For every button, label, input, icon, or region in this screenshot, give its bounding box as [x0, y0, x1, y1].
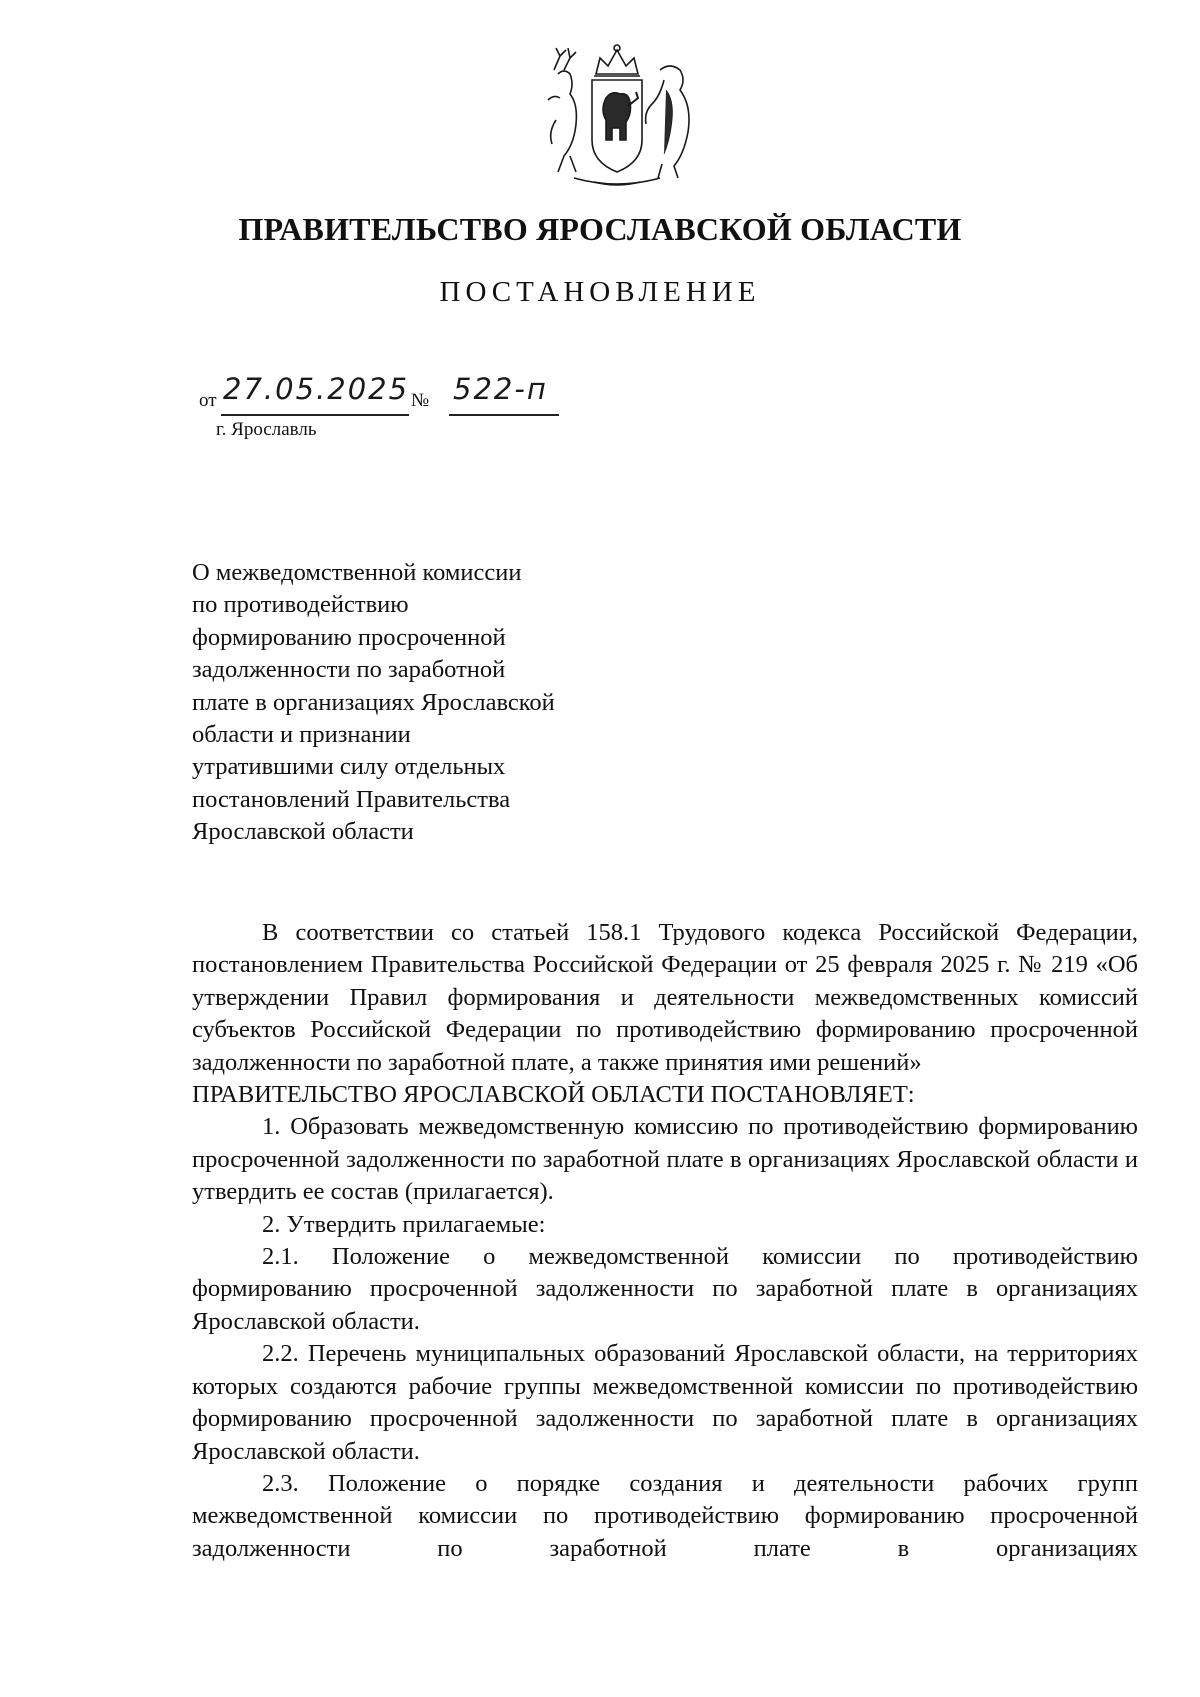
document-requisites	[199, 372, 619, 416]
subject-line: задолженности по заработной	[192, 656, 506, 684]
subject-line: О межведомственной комиссии	[192, 559, 522, 586]
paragraph-2-2: 2.2. Перечень муниципальных образований Ярославской области, на территориях которых создаются рабочие группы межведомственной комиссии по противодействию формированию просроченной задолженности по заработной плате в организациях Ярославской области.	[192, 1340, 1138, 1465]
paragraph-2-3: 2.3. Положение о порядке создания и деятельности рабочих групп межведомственной комиссии по противодействию формированию просроченной задолженности по заработной плате в организациях	[192, 1469, 1138, 1562]
paragraph-1: 1. Образовать межведомственную комиссию по противодействию формированию просроченной задолженности по заработной плате в организациях Ярославской области и утвердить ее состав (прилагается).	[192, 1113, 1138, 1206]
subject-line: утратившими силу отдельных	[192, 753, 506, 781]
decree-line: ПРАВИТЕЛЬСТВО ЯРОСЛАВСКОЙ ОБЛАСТИ ПОСТАНОВЛЯЕТ:	[192, 1081, 915, 1109]
number-prefix: №	[411, 390, 430, 411]
number-underline	[449, 414, 559, 416]
organization-title: ПРАВИТЕЛЬСТВО ЯРОСЛАВСКОЙ ОБЛАСТИ	[238, 211, 962, 247]
document-body	[192, 917, 1138, 1565]
date-prefix: от	[199, 390, 217, 411]
document-type: ПОСТАНОВЛЕНИЕ	[439, 276, 761, 308]
subject-line: плате в организациях Ярославской	[192, 688, 555, 716]
document-subject	[192, 557, 652, 849]
date-underline	[221, 414, 409, 416]
city-label: г. Ярославль	[216, 419, 317, 440]
paragraph-2: 2. Утвердить прилагаемые:	[262, 1210, 546, 1238]
subject-line: формированию просроченной	[192, 623, 506, 651]
handwritten-number: 522-п	[453, 372, 548, 406]
subject-line: области и признании	[192, 721, 411, 749]
yaroslavl-coat-of-arms-icon	[534, 40, 700, 190]
handwritten-date: 27.05.2025	[223, 372, 410, 406]
subject-line: Ярославской области	[192, 818, 414, 846]
preamble-paragraph: В соответствии со статьей 158.1 Трудового кодекса Российской Федерации, постановлением Правительства Российской Федерации от 25 февраля 2025 г. № 219 «Об утверждении Правил формирования и деятельности межведомственных комиссий субъектов Российской Федерации по противодействию формированию просроченной задолженности по заработной плате, а также принятия ими решений»	[192, 919, 1138, 1076]
subject-line: по противодействию	[192, 591, 409, 619]
paragraph-2-1: 2.1. Положение о межведомственной комиссии по противодействию формированию просроченной задолженности по заработной плате в организациях Ярославской области.	[192, 1243, 1138, 1335]
subject-line: постановлений Правительства	[192, 785, 511, 813]
